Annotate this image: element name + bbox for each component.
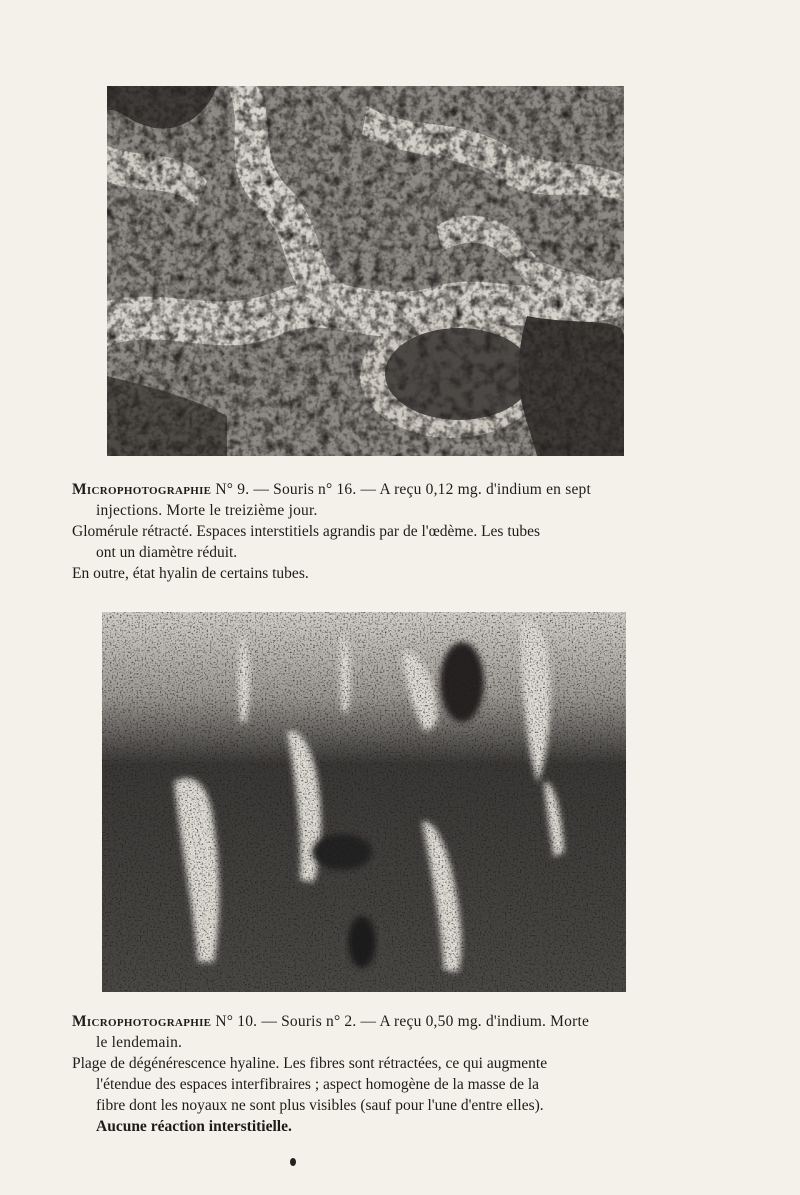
figure-number: N° 10. <box>215 1013 258 1030</box>
figure-number: N° 9. <box>215 481 250 498</box>
microphotograph-10-image <box>102 612 626 992</box>
description-line: ont un diamètre réduit. <box>96 544 238 561</box>
description-line: l'étendue des espaces interfibraires ; aspect homogène de la masse de la <box>96 1076 540 1093</box>
caption-line-2: injections. Morte le treizième jour. <box>96 502 318 519</box>
caption-figure-9 <box>72 479 672 584</box>
description-line: En outre, état hyalin de certains tubes. <box>72 565 309 582</box>
caption-figure-10 <box>72 1011 672 1137</box>
microphotograph-9 <box>107 86 624 456</box>
description-line: Plage de dégénérescence hyaline. Les fibres sont rétractées, ce qui augmente <box>72 1055 548 1072</box>
figure-label: Microphotographie <box>72 1013 212 1030</box>
caption-line-2: le lendemain. <box>96 1034 183 1051</box>
microphotograph-9-image <box>107 86 624 456</box>
caption-line-1: — Souris n° 16. — A reçu 0,12 mg. d'indium en sept <box>253 481 591 498</box>
figure-label: Microphotographie <box>72 481 212 498</box>
description-line: Aucune réaction interstitielle. <box>96 1118 292 1135</box>
description-line: fibre dont les noyaux ne sont plus visibles (sauf pour l'une d'entre elles). <box>96 1097 544 1114</box>
caption-line-1: — Souris n° 2. — A reçu 0,50 mg. d'indium. Morte <box>261 1013 590 1030</box>
page-mark <box>290 1158 296 1166</box>
header-mark <box>366 34 426 48</box>
description-line: Glomérule rétracté. Espaces interstitiels agrandis par de l'œdème. Les tubes <box>72 523 541 540</box>
microphotograph-10 <box>102 612 626 992</box>
